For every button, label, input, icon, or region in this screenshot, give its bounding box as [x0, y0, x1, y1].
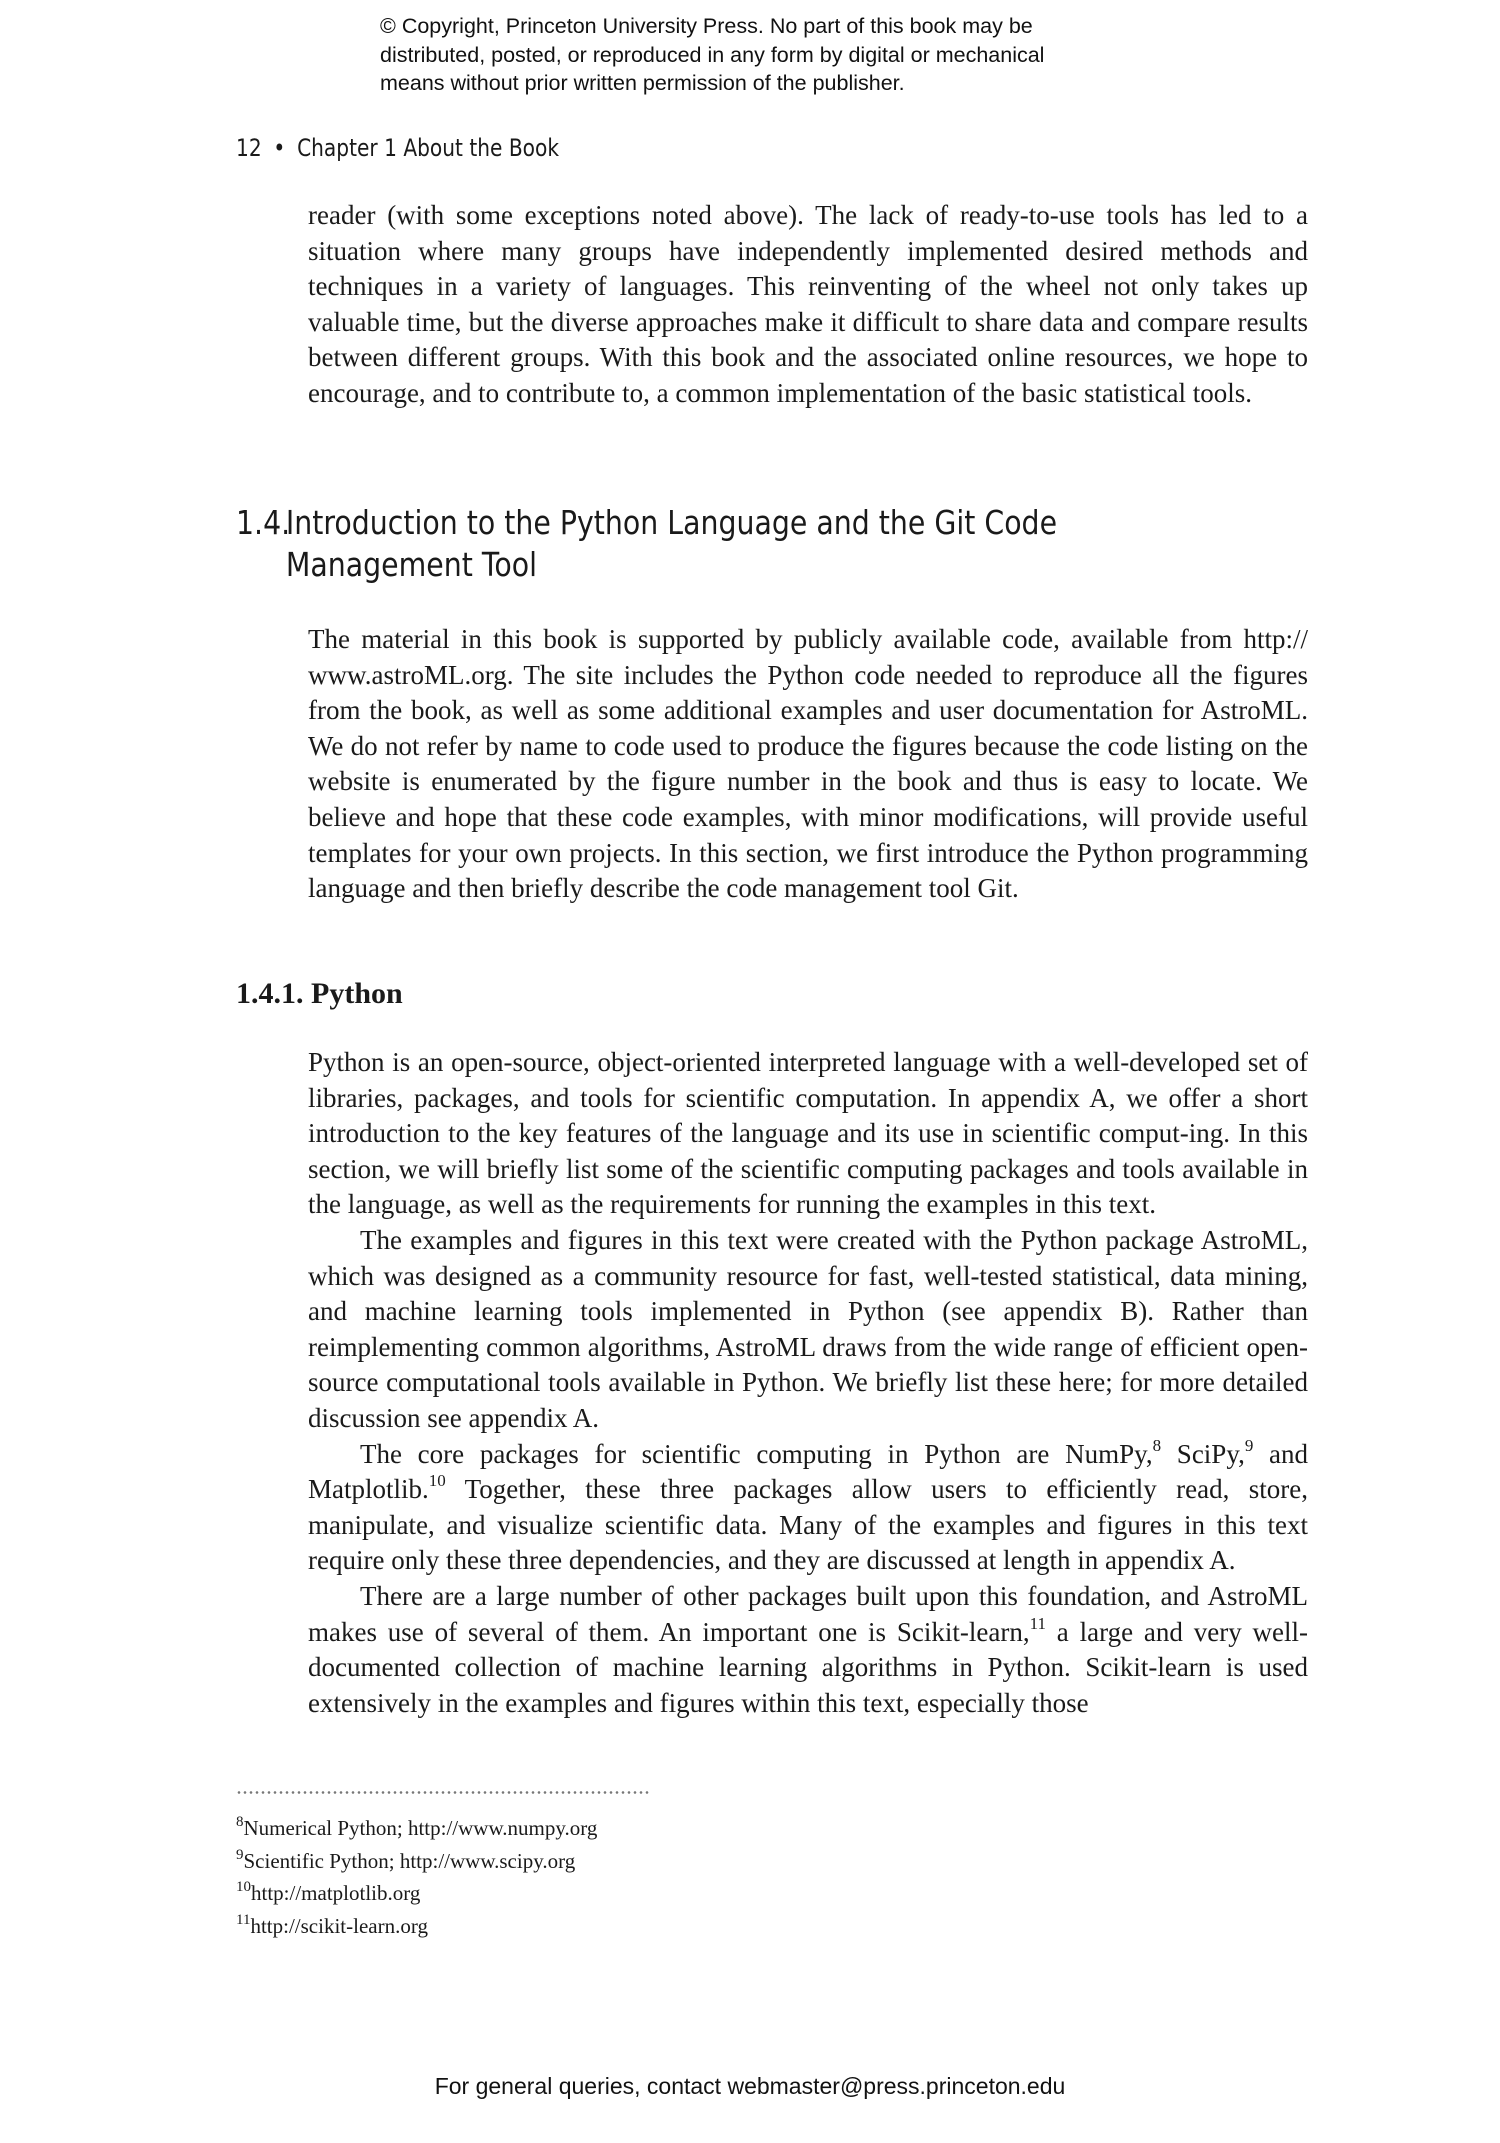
paragraph-astroml: [308, 1223, 1308, 1437]
copyright-line-2: distributed, posted, or reproduced in any form by digital or mechanical: [380, 42, 1045, 67]
footnote-9: [236, 1845, 597, 1878]
footnote-10: [236, 1877, 597, 1910]
running-head: [236, 134, 559, 162]
footnote-ref-9: 9: [1244, 1435, 1254, 1455]
footnote-11-text: http://scikit-learn.org: [250, 1913, 428, 1938]
bullet-separator: •: [273, 134, 286, 162]
chapter-title: Chapter 1 About the Book: [297, 134, 559, 162]
other-packages-text-b: a large and very well-documented collection of machine learning algorithms in Python. Scikit-learn is used extensively in the examples and figures within this text, especially those: [308, 1616, 1308, 1718]
footnote-ref-10: 10: [428, 1471, 446, 1491]
footnote-mark-11: 11: [236, 1911, 251, 1928]
footnote-ref-8: 8: [1152, 1435, 1162, 1455]
paragraph-code-intro: The material in this book is supported by publicly available code, available from http:// www.astroML.org. The site includes the Python code needed to reproduce all the figures from the book, as well as some additional examples and user documentation for AstroML. We do not refer by name to code used to produce the figures because the code listing on the website is enumerated by the figure number in the book and thus is easy to locate. We believe and hope that these code examples, with minor modifications, will provide useful templates for your own projects. In this section, we first introduce the Python programming language and then briefly describe the code management tool Git.: [308, 624, 1308, 904]
footnote-9-text: Scientific Python; http://www.scipy.org: [243, 1848, 576, 1873]
paragraph-astroml-text: The examples and figures in this text were created with the Python package AstroML, which was designed as a community resource for fast, well-tested statistical, data mining, and machine learning tools implemented in Python (see appendix B). Rather than reimplementing common algorithms, AstroML draws from the wide range of efficient open-source computational tools available in Python. We briefly list these here; for more detailed discussion see appendix A.: [308, 1224, 1308, 1433]
section-number: 1.4.: [236, 503, 291, 542]
footnote-divider: [236, 1790, 651, 1795]
section-heading: [236, 502, 1057, 586]
python-section-body: [308, 1045, 1308, 1721]
footnote-mark-10: 10: [236, 1879, 251, 1896]
page-number: 12: [236, 134, 262, 162]
footnote-11: [236, 1910, 597, 1943]
footer-contact: For general queries, contact webmaster@press.princeton.edu: [434, 2073, 1066, 2099]
footnote-mark-8: 8: [236, 1814, 244, 1830]
footnote-ref-11: 11: [1029, 1613, 1046, 1633]
subsection-heading: 1.4.1. Python: [236, 977, 403, 1010]
other-packages-text-a: There are a large number of other packages built upon this foundation, and AstroML makes use of several of them. An important one is Scikit-learn,: [308, 1580, 1308, 1647]
footnote-8: [236, 1812, 597, 1845]
footnote-mark-9: 9: [236, 1846, 244, 1863]
copyright-line-3: means without prior written permission of the publisher.: [380, 71, 905, 95]
paragraph-intro-continued: reader (with some exceptions noted above). The lack of ready-to-use tools has led to a situation where many groups have independently implemented desired methods and techniques in a variety of languages. This reinventing of the wheel not only takes up valuable time, but the diverse approaches make it difficult to share data and compare results between different groups. With this book and the associated online resources, we hope to encourage, and to contribute to, a common implementation of the basic statistical tools.: [308, 200, 1308, 408]
footnote-8-text: Numerical Python; http://www.numpy.org: [243, 1816, 598, 1840]
copyright-notice: [380, 12, 1200, 98]
copyright-line-1: © Copyright, Princeton University Press. No part of this book may be: [380, 14, 1033, 38]
paragraph-python-intro: Python is an open-source, object-oriented interpreted language with a well-developed set of libraries, packages, and tools for scientific computation. In appendix A, we offer a short introduction to the key features of the language and its use in scientific comput-ing. In this section, we will briefly list some of the scientific computing packages and tools available in the language, as well as the requirements for running the examples in this text.: [308, 1047, 1308, 1220]
section-title-line-2: Management Tool: [285, 545, 537, 584]
paragraph-core-packages: [308, 1437, 1308, 1579]
section-title-line-1: Introduction to the Python Language and the Git Code: [285, 503, 1058, 542]
core-packages-text-d: Together, these three packages allow users to efficiently read, store, manipulate, and visualize scientific data. Many of the examples and figures in this text require only these three dependencies, and they are discussed at length in appendix A.: [308, 1474, 1308, 1576]
footnotes: [236, 1812, 597, 1942]
core-packages-text-c: and Matplotlib.: [308, 1438, 1309, 1505]
core-packages-text-a: The core packages for scientific computing in Python are NumPy,: [360, 1438, 1153, 1469]
footnote-10-text: http://matplotlib.org: [251, 1881, 421, 1906]
paragraph-other-packages: [308, 1579, 1308, 1721]
core-packages-text-b: SciPy,: [1161, 1438, 1245, 1469]
